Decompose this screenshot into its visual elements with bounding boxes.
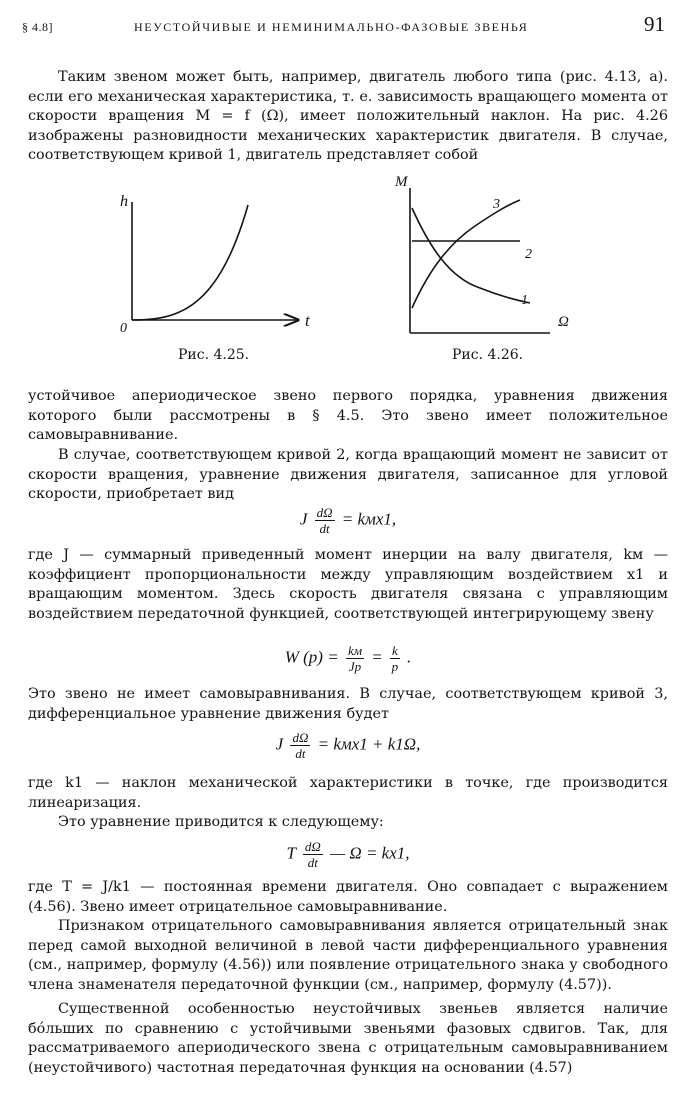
section-number: § 4.8] — [22, 20, 53, 34]
paragraph-3: В случае, соответствующем кривой 2, когда вращающий момент не зависит от скорости вращения, уравнение движения двигателя, записанное для угловой скорости, приобретает вид — [28, 447, 668, 502]
paragraph-9: Признаком отрицательного самовыравнивания является отрицательный знак перед самой выходной величиной в левой части дифференциального уравнения (см., например, формулу (4.56)) или появление отрицательного знака у свободного члена знаменателя передаточной функции (см., например, формулу (4.57)). — [28, 918, 668, 993]
f2-fraction-1 — [346, 643, 364, 674]
f4-rhs: — Ω = kx1, — [330, 843, 410, 863]
curve-3 — [412, 200, 520, 308]
y-axis-label: M — [395, 174, 408, 190]
f2-fraction-2 — [390, 643, 400, 674]
f2-den1: Jp — [348, 659, 362, 674]
formula-2 — [28, 643, 668, 674]
f1-num: dΩ — [316, 505, 333, 520]
paragraph-2: устойчивое апериодическое звено первого порядка, уравнения движения которого были рассмотрены в § 4.5. Это звено имеет положительное самовыравнивание. — [28, 388, 668, 443]
x-axis-label: Ω — [558, 314, 569, 330]
paragraph-5: Это звено не имеет самовыравнивания. В случае, соответствующем кривой 3, дифференциальное уравнение движения будет — [28, 686, 668, 722]
formula-1 — [28, 505, 668, 536]
f1-lhs: J — [299, 509, 308, 529]
f1-rhs: = kмx1, — [341, 509, 397, 529]
f2-lhs: W (p) = — [284, 647, 339, 667]
f4-lhs: T — [286, 843, 296, 863]
f1-fraction — [315, 505, 335, 536]
f4-den: dt — [307, 855, 318, 870]
f3-lhs: J — [275, 734, 284, 754]
formula-4 — [28, 839, 668, 870]
f4-num: dΩ — [304, 839, 321, 854]
paragraph-10: Существенной особенностью неустойчивых звеньев является наличие бóльших по сравнению с устойчивыми звеньями фазовых сдвигов. Так, для рассматриваемого апериодического звена с отрицательным самовыравниванием (неустойчивого) частотная передаточная функция на основании (4.57) — [28, 1001, 668, 1076]
paragraph-1: Таким звеном может быть, например, двигатель любого типа (рис. 4.13, а). если его механическая характеристика, т. е. зависимость вращающего момента от скорости вращения M = f (Ω), имеет положительный наклон. На рис. 4.26 изображены разновидности механических характеристик двигателя. В случае, соответствующем кривой 1, двигатель представляет собой — [28, 69, 668, 163]
paragraph-7: Это уравнение приводится к следующему: — [58, 814, 384, 830]
origin-label: 0 — [120, 321, 127, 336]
f2-den2: p — [391, 659, 399, 674]
page-header — [22, 14, 665, 38]
y-axis-label: h — [120, 193, 128, 210]
h-curve — [132, 205, 248, 320]
running-title: НЕУСТОЙЧИВЫЕ И НЕМИНИМАЛЬНО-ФАЗОВЫЕ ЗВЕНЬЯ — [134, 20, 529, 34]
curve-1 — [412, 208, 530, 303]
curve-1-label: 1 — [521, 293, 528, 308]
f2-num2: k — [392, 643, 398, 658]
figure-4-26 — [390, 168, 590, 348]
figure-4-25 — [108, 180, 318, 340]
f3-den: dt — [295, 746, 306, 761]
formula-3 — [28, 730, 668, 761]
paragraph-8: где T = J/k1 — постоянная времени двигателя. Оно совпадает с выражением (4.56). Звено имеет отрицательное самовыравнивание. — [28, 879, 668, 915]
page-number: 91 — [644, 12, 665, 36]
f1-den: dt — [319, 521, 330, 536]
f2-eq: = — [371, 647, 383, 667]
f4-fraction — [303, 839, 323, 870]
f2-num1: kм — [347, 643, 363, 658]
caption-4-25: Рис. 4.25. — [178, 347, 250, 363]
paragraph-4: где J — суммарный приведенный момент инерции на валу двигателя, kм — коэффициент пропорциональности между управляющим воздействием x1 и вращающим моментом. Здесь скорость двигателя связана с управляющим воздействием передаточной функцией, соответствующей интегрирующему звену — [28, 547, 668, 622]
f3-fraction — [290, 730, 310, 761]
paragraph-6: где k1 — наклон механической характеристики в точке, где производится линеаризация. — [28, 775, 668, 811]
f2-end: . — [407, 647, 412, 667]
f3-rhs: = kмx1 + k1Ω, — [317, 734, 421, 754]
x-axis-label: t — [305, 311, 310, 330]
caption-4-26: Рис. 4.26. — [452, 347, 524, 363]
curve-2-label: 2 — [525, 247, 532, 262]
curve-3-label: 3 — [493, 197, 500, 212]
f3-num: dΩ — [292, 730, 309, 745]
